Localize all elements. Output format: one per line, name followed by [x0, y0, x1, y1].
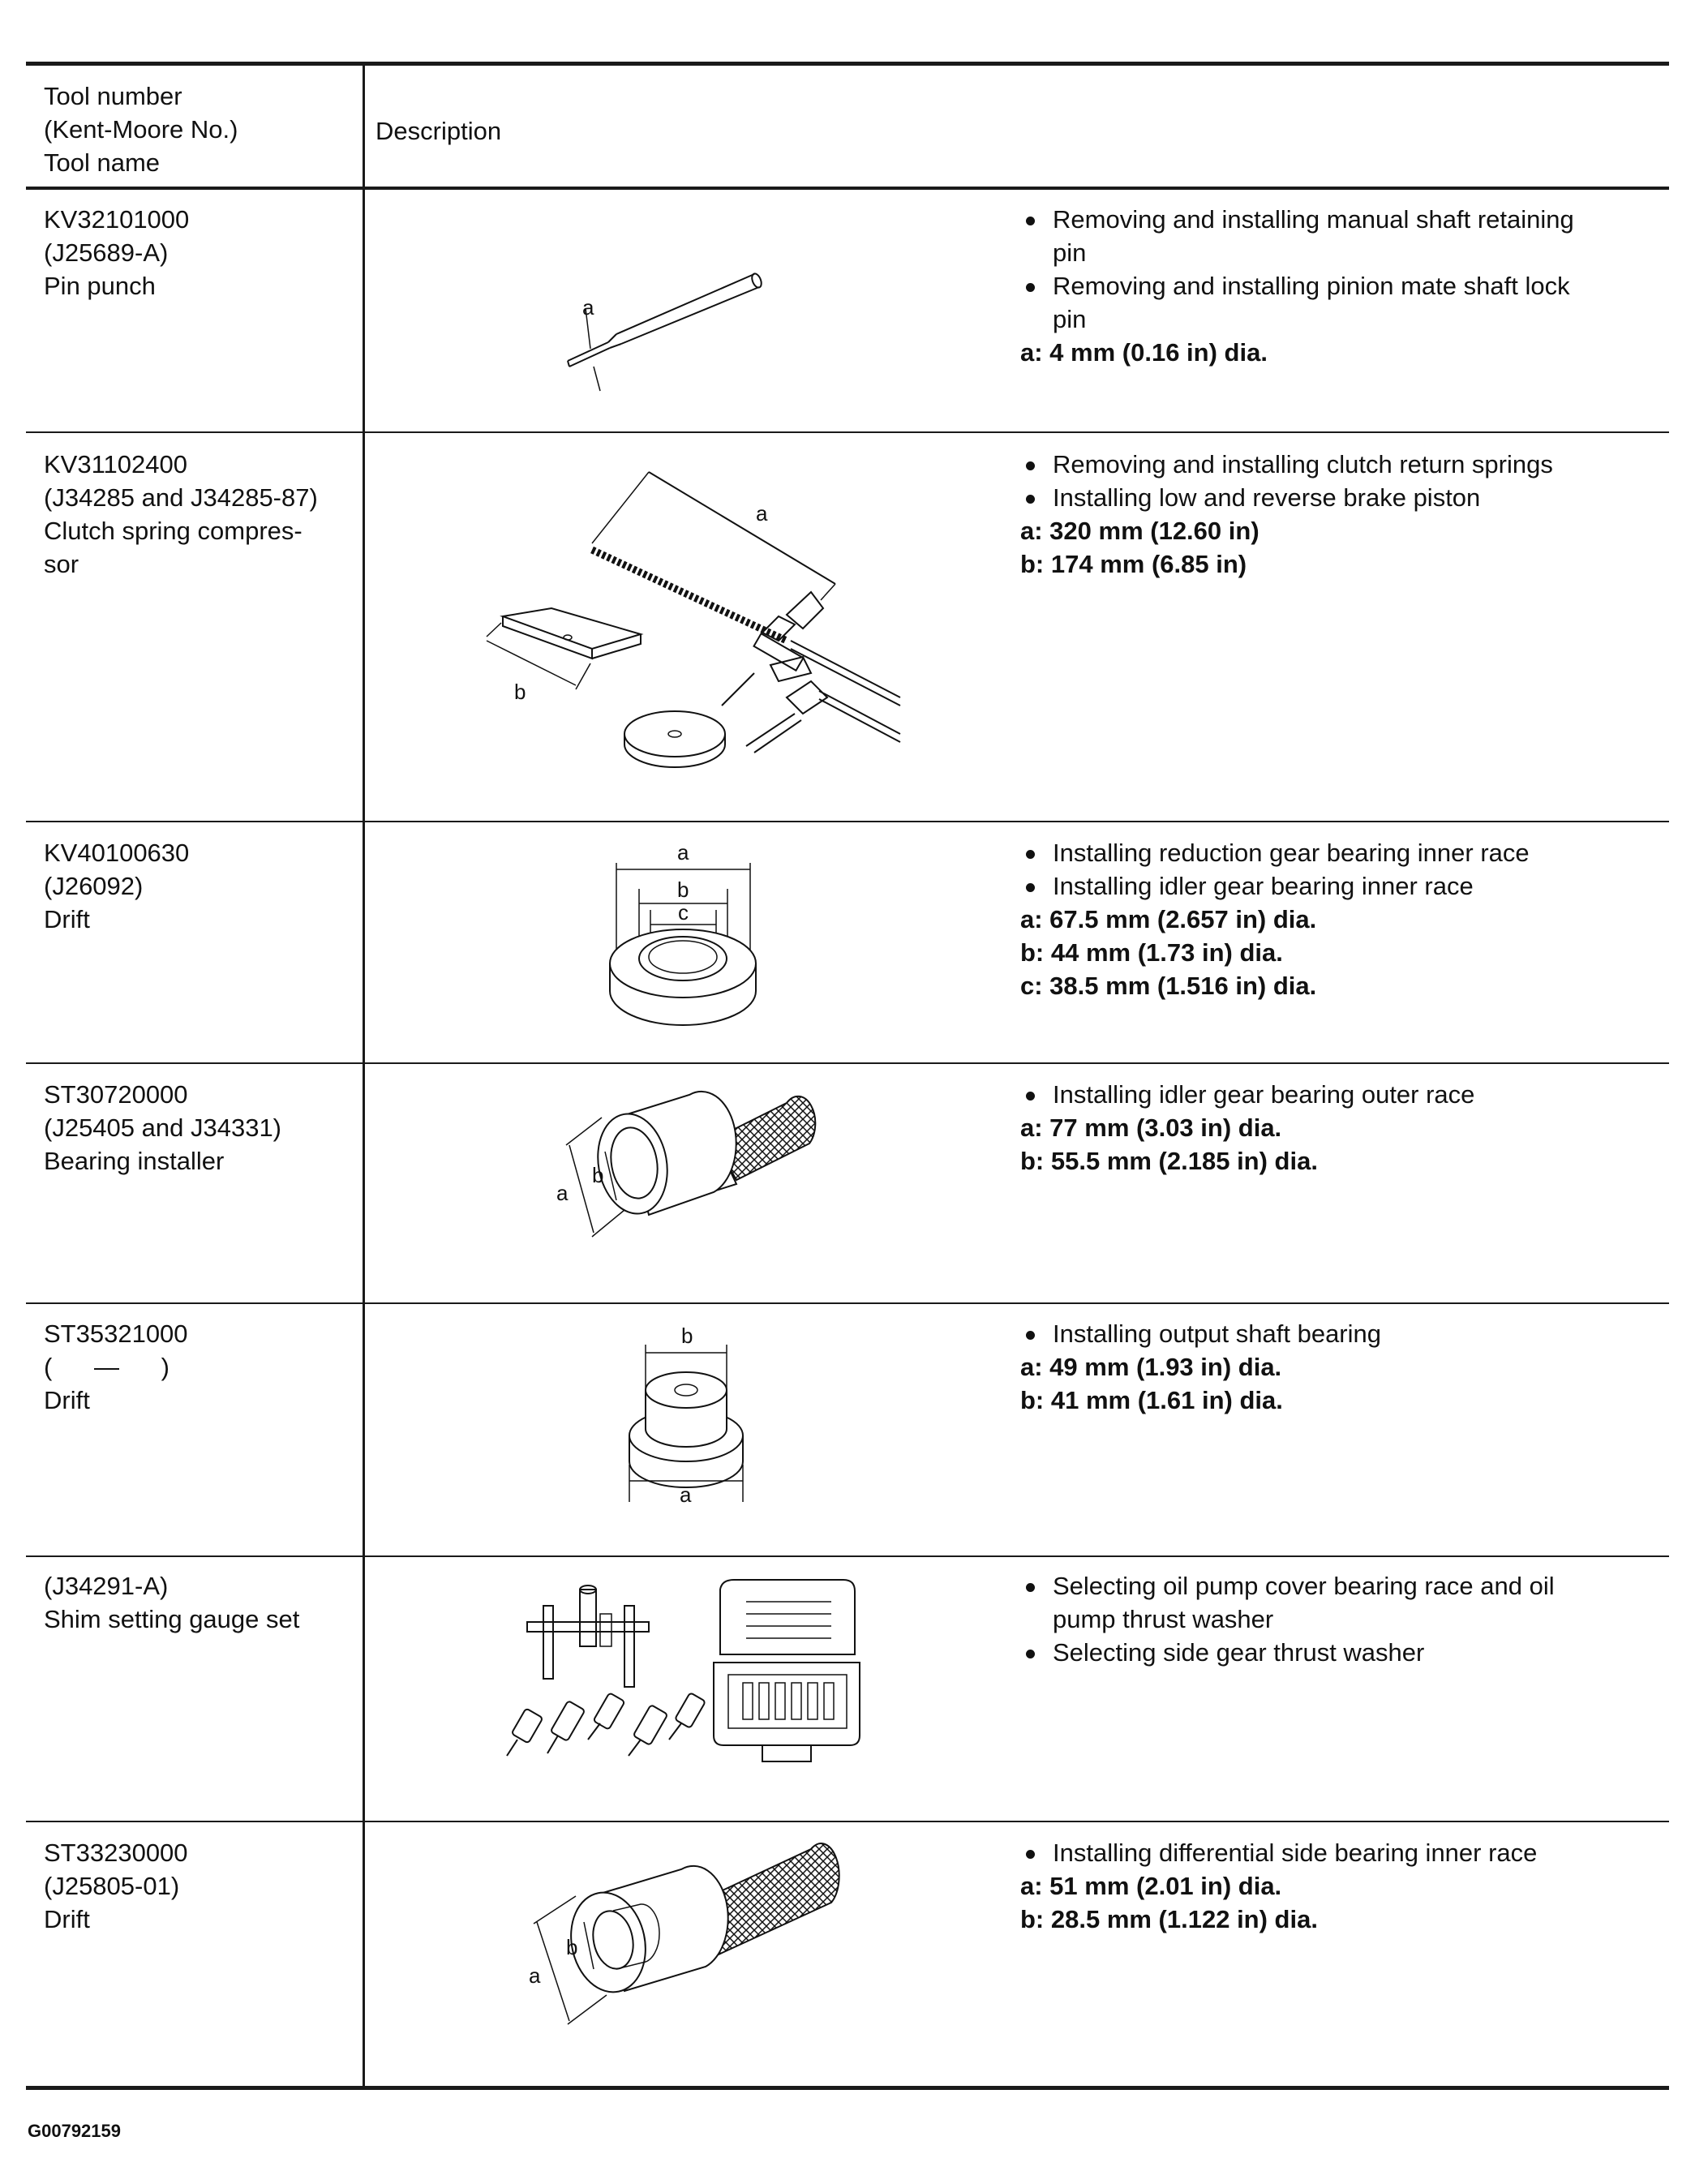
tool-name: Pin punch — [44, 272, 156, 300]
clutch-spring-compressor-drawing — [454, 454, 908, 779]
header-tool-line: Tool name — [44, 148, 161, 177]
tool-number: ST33230000 — [44, 1839, 188, 1867]
tool-name: Bearing installer — [44, 1147, 225, 1175]
row-rule — [26, 1555, 1669, 1557]
tool-number: KV31102400 — [44, 450, 187, 478]
dimension-label: a — [556, 1181, 569, 1205]
spec-line: c: 38.5 mm (1.516 in) dia. — [1020, 972, 1317, 1000]
dimension-label: a — [680, 1482, 692, 1507]
usage-bullet — [1020, 203, 1653, 269]
usage-bullet — [1020, 1569, 1653, 1636]
tool-info — [44, 1078, 281, 1178]
header-tool-line: (Kent-Moore No.) — [44, 115, 238, 144]
dimension-label: a — [582, 295, 594, 320]
description — [1020, 448, 1653, 581]
drift-figure — [616, 1322, 762, 1508]
usage-bullet: Installing differential side bearing inner race — [1020, 1836, 1653, 1869]
usage-text: pump thrust washer — [1053, 1605, 1274, 1633]
spec-line: b: 28.5 mm (1.122 in) dia. — [1020, 1905, 1318, 1933]
drift-figure — [600, 835, 779, 1038]
spec-line: a: 51 mm (2.01 in) dia. — [1020, 1872, 1282, 1900]
shim-setting-gauge-set-figure — [503, 1573, 860, 1784]
bearing-installer-drawing — [551, 1071, 835, 1257]
description — [1020, 1836, 1653, 1936]
tool-name: Drift — [44, 905, 90, 933]
table-bottom-rule — [26, 2086, 1669, 2090]
dimension-label: b — [566, 1935, 578, 1959]
tool-info — [44, 1317, 188, 1417]
tool-info — [44, 1836, 188, 1936]
row-rule — [26, 821, 1669, 822]
header-description: Description — [375, 117, 502, 145]
tool-name: Clutch spring compres- — [44, 517, 303, 545]
kent-moore-number: (J34285 and J34285-87) — [44, 483, 318, 512]
dimension-label: b — [677, 877, 689, 902]
bearing-installer-figure — [551, 1071, 835, 1257]
tool-info — [44, 203, 189, 302]
spec-line: a: 67.5 mm (2.657 in) dia. — [1020, 905, 1317, 933]
usage-text: Removing and installing pinion mate shaft lock — [1053, 272, 1570, 300]
dimension-label: b — [592, 1163, 604, 1187]
tool-info — [44, 448, 318, 581]
drift-drawing — [519, 1833, 860, 2044]
drift-drawing — [600, 835, 779, 1038]
dimension-label: a — [756, 501, 768, 526]
dimension-label: a — [529, 1963, 541, 1988]
description — [1020, 1078, 1653, 1178]
usage-bullet: Installing idler gear bearing outer race — [1020, 1078, 1653, 1111]
spec-line: a: 49 mm (1.93 in) dia. — [1020, 1353, 1282, 1381]
tool-number: KV32101000 — [44, 205, 190, 234]
header-tool-line: Tool number — [44, 82, 182, 110]
tool-number: ST30720000 — [44, 1080, 188, 1109]
row-rule — [26, 1302, 1669, 1304]
tool-name: Drift — [44, 1905, 90, 1933]
kent-moore-number: (J34291-A) — [44, 1572, 169, 1600]
column-divider — [363, 63, 365, 2087]
usage-bullet: Selecting side gear thrust washer — [1020, 1636, 1653, 1669]
dimension-label: c — [678, 900, 689, 925]
pin-punch-drawing — [551, 268, 779, 397]
figure-code: G00792159 — [28, 2121, 121, 2141]
description — [1020, 203, 1653, 369]
row-rule — [26, 1821, 1669, 1822]
row-rule — [26, 431, 1669, 433]
usage-bullet — [1020, 269, 1653, 336]
spec-line: b: 174 mm (6.85 in) — [1020, 550, 1247, 578]
usage-bullet: Installing idler gear bearing inner race — [1020, 869, 1653, 903]
spec-line: b: 44 mm (1.73 in) dia. — [1020, 938, 1283, 967]
shim-setting-gauge-set-drawing — [503, 1573, 860, 1784]
tool-number: ST35321000 — [44, 1319, 188, 1348]
tool-name: sor — [44, 550, 79, 578]
kent-moore-number: (J25805-01) — [44, 1872, 180, 1900]
drift-figure — [519, 1833, 860, 2044]
clutch-spring-compressor-figure — [454, 454, 908, 779]
spec-line: a: 4 mm (0.16 in) dia. — [1020, 338, 1268, 367]
usage-bullet: Removing and installing clutch return springs — [1020, 448, 1653, 481]
spec-line: b: 41 mm (1.61 in) dia. — [1020, 1386, 1283, 1414]
usage-bullet: Installing reduction gear bearing inner race — [1020, 836, 1653, 869]
spec-line: a: 77 mm (3.03 in) dia. — [1020, 1113, 1282, 1142]
usage-bullet: Installing low and reverse brake piston — [1020, 481, 1653, 514]
pin-punch-figure — [551, 268, 779, 397]
dimension-label: b — [681, 1324, 693, 1348]
usage-text: Selecting oil pump cover bearing race and oil — [1053, 1572, 1555, 1600]
row-rule — [26, 1062, 1669, 1064]
tool-info — [44, 836, 189, 936]
description — [1020, 836, 1653, 1002]
kent-moore-number: (J25405 and J34331) — [44, 1113, 282, 1142]
table-top-rule — [26, 62, 1669, 66]
spec-line: b: 55.5 mm (2.185 in) dia. — [1020, 1147, 1318, 1175]
usage-text: pin — [1053, 238, 1087, 267]
tool-info — [44, 1569, 299, 1636]
tool-number: KV40100630 — [44, 839, 190, 867]
kent-moore-number: (J26092) — [44, 872, 144, 900]
header-tool-column — [44, 79, 238, 179]
usage-text: pin — [1053, 305, 1087, 333]
spec-line: a: 320 mm (12.60 in) — [1020, 517, 1259, 545]
usage-bullet: Installing output shaft bearing — [1020, 1317, 1653, 1350]
drift-drawing — [616, 1322, 762, 1508]
usage-text: Removing and installing manual shaft retaining — [1053, 205, 1574, 234]
dimension-label: b — [514, 680, 526, 704]
tool-name: Drift — [44, 1386, 90, 1414]
kent-moore-number: ( — ) — [44, 1353, 170, 1381]
kent-moore-number: (J25689-A) — [44, 238, 169, 267]
header-rule — [26, 187, 1669, 190]
tool-name: Shim setting gauge set — [44, 1605, 300, 1633]
dimension-label: a — [677, 840, 689, 865]
description — [1020, 1317, 1653, 1417]
description — [1020, 1569, 1653, 1669]
